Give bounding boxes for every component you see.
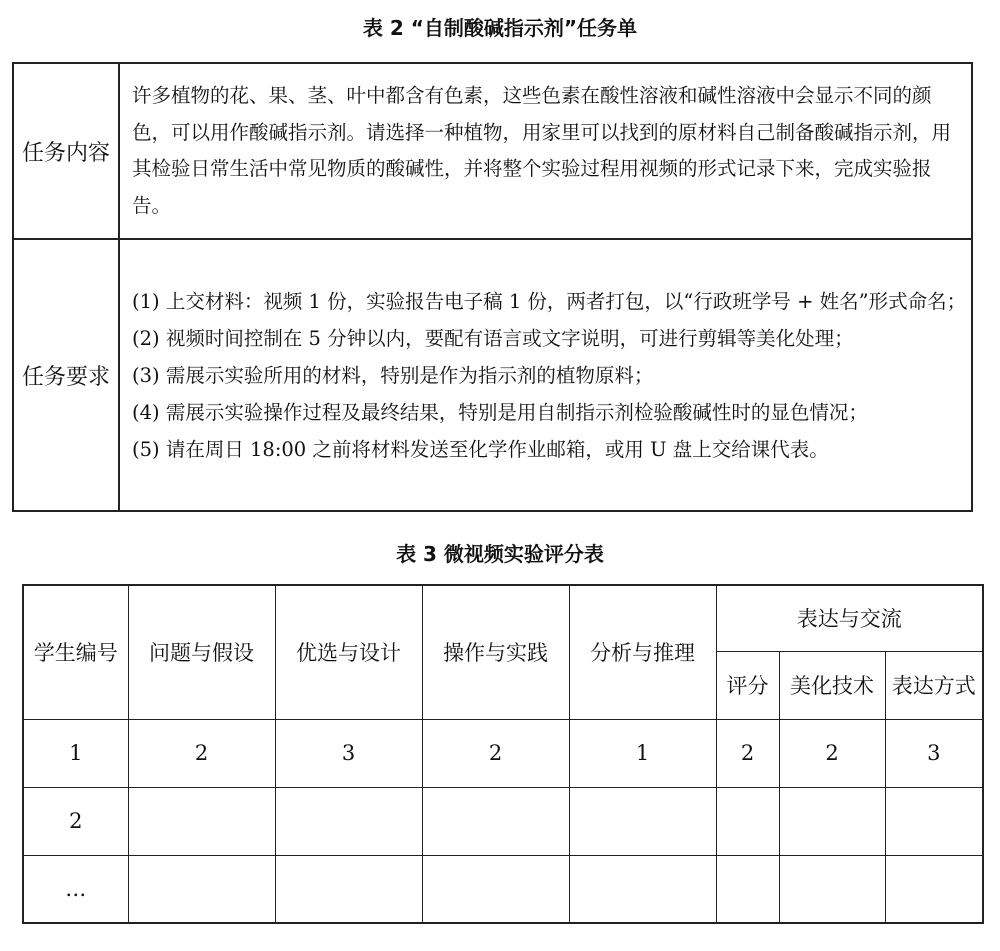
requirement-item: (5) 请在周日 18:00 之前将材料发送至化学作业邮箱，或用 U 盘上交给课代表。 [132, 437, 829, 461]
header-student-id: 学生编号 [23, 585, 128, 719]
header-problem: 问题与假设 [128, 585, 275, 719]
table-cell [422, 855, 569, 923]
table-cell [779, 855, 885, 923]
requirement-item: (4) 需展示实验操作过程及最终结果，特别是用自制指示剂检验酸碱性时的显色情况； [132, 400, 868, 424]
table-cell [779, 787, 885, 855]
task-requirements-label: 任务要求 [13, 239, 119, 511]
task-content-text: 许多植物的花、果、茎、叶中都含有色素，这些色素在酸性溶液和碱性溶液中会显示不同的颜色，可以用作酸碱指示剂。请选择一种植物，用家里可以找到的原材料自己制备酸碱指示剂，用其检验日常生活中常见物质的酸碱性，并将整个实验过程用视频的形式记录下来，完成实验报告。 [119, 63, 972, 239]
table-cell [885, 855, 983, 923]
table-row [23, 787, 983, 855]
header-method: 表达方式 [885, 651, 983, 719]
table-cell: 2 [23, 787, 128, 855]
task-content-row [13, 63, 972, 239]
table3-caption: 表 3 微视频实验评分表 [396, 542, 604, 566]
table-cell [275, 855, 422, 923]
table2-caption: 表 2 “自制酸碱指示剂”任务单 [362, 16, 638, 40]
requirement-item: (1) 上交材料：视频 1 份，实验报告电子稿 1 份，两者打包，以“行政班学号 + 姓名”形式命名； [132, 289, 967, 313]
table-cell [128, 855, 275, 923]
table-cell: 3 [275, 719, 422, 787]
table-cell [885, 787, 983, 855]
table-cell: 1 [569, 719, 716, 787]
requirement-item: (3) 需展示实验所用的材料，特别是作为指示剂的植物原料； [132, 363, 654, 387]
table-cell [275, 787, 422, 855]
table-cell: 2 [716, 719, 779, 787]
header-analysis: 分析与推理 [569, 585, 716, 719]
table-cell: … [23, 855, 128, 923]
header-expression: 表达与交流 [716, 585, 983, 651]
table-cell [569, 855, 716, 923]
header-beautify: 美化技术 [779, 651, 885, 719]
table-cell: 2 [128, 719, 275, 787]
requirement-item: (2) 视频时间控制在 5 分钟以内，要配有语言或文字说明，可进行剪辑等美化处理； [132, 326, 854, 350]
table-row [23, 855, 983, 923]
table-cell [716, 787, 779, 855]
header-operation: 操作与实践 [422, 585, 569, 719]
header-score: 评分 [716, 651, 779, 719]
table-row [23, 719, 983, 787]
task-sheet-table [12, 62, 973, 512]
scoring-table [22, 584, 984, 924]
table-cell [716, 855, 779, 923]
header-row [23, 585, 983, 651]
table-cell [569, 787, 716, 855]
table-cell [128, 787, 275, 855]
table-cell [422, 787, 569, 855]
table-cell: 3 [885, 719, 983, 787]
task-content-label: 任务内容 [13, 63, 119, 239]
table-cell: 2 [422, 719, 569, 787]
task-requirements-row [13, 239, 972, 511]
header-design: 优选与设计 [275, 585, 422, 719]
task-requirements-list [119, 239, 972, 511]
table-cell: 1 [23, 719, 128, 787]
table-cell: 2 [779, 719, 885, 787]
